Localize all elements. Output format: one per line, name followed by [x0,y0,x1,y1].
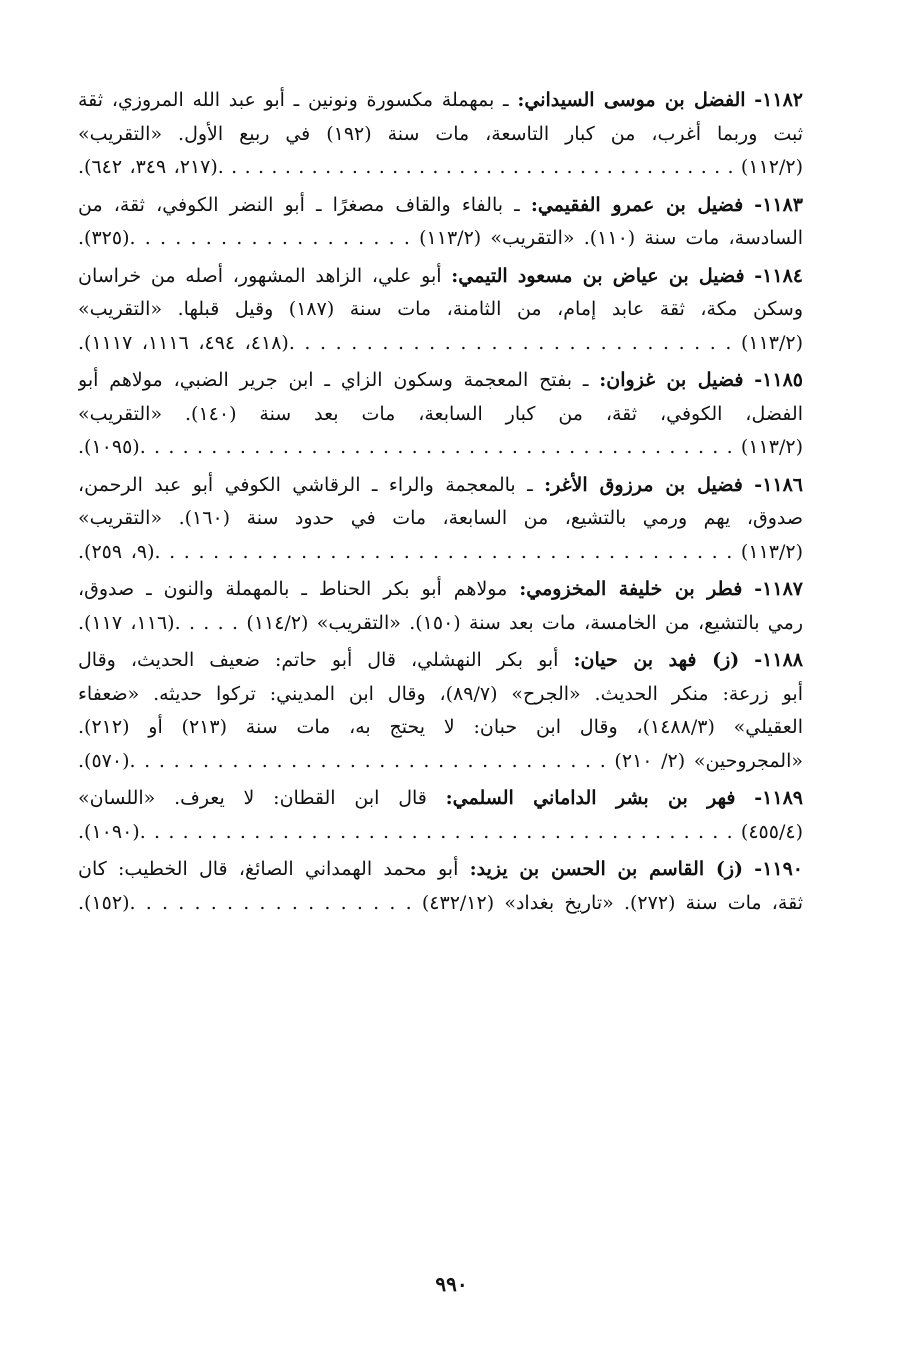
entry-text: أبو بكر النهشلي، قال أبو حاتم: ضعيف الحديث، وقال [78,649,559,671]
entry-first-line [78,573,803,607]
entry-text: قال ابن القطان: لا يعرف. «اللسان» [78,787,427,809]
entry-number: ١١٨٢- [754,89,803,111]
entry-text: ـ بالمعجمة والراء ـ الرقاشي الكوفي أبو عبد الرحمن، [78,473,533,496]
entry-line: (١١٣/٢) . . . . . . . . . . . . . . . . . . . . . . . . . . . . .(٤١٨، ٤٩٤، ١١١٦، ١١١٧). [78,331,803,354]
entry-line: «المجروحين» (٢/ ٢١٠) . . . . . . . . . . . . . . . . . . . . . . . . . . . . . . . . .(٥٧٠). [78,749,803,772]
entry-1182 [78,84,803,185]
entry-text: أبو محمد الهمداني الصائغ، قال الخطيب: كان [78,858,459,880]
entry-line: الفضل، الكوفي، ثقة، من كبار السابعة، مات بعد سنة (١٤٠). «التقريب» [78,402,803,425]
entry-name: فضيل بن غزوان: [599,369,744,391]
entry-line: (١١٢/٢) . . . . . . . . . . . . . . . . . . . . . . . . . . . . . . . . . . . . . . .(٢١٧، ٣٤٩، ٦٤٢). [78,156,803,178]
entry-number: ١١٨٦- [754,473,803,496]
entry-text: ـ بفتح المعجمة وسكون الزاي ـ ابن جرير الضبي، مولاهم أبو [78,369,589,391]
entry-first-line [78,853,803,887]
entry-line: (١١٣/٢) . . . . . . . . . . . . . . . . . . . . . . . . . . . . . . . . . . . . . . . . . .(١٠٩٥). [78,436,803,458]
entry-1187 [78,573,803,640]
entry-name: فضيل بن مرزوق الأغر: [544,473,743,496]
entry-number: ١١٨٤- [754,264,803,287]
entry-line: رمي بالتشيع، من الخامسة، مات بعد سنة (١٥٠). «التقريب» (١١٤/٢) . . . . .(١١٦، ١١٧). [78,611,803,634]
entry-text: مولاهم أبو بكر الحناط ـ بالمهملة والنون ـ صدوق، [78,578,508,600]
entry-name: فضيل بن عياض بن مسعود التيمي: [451,264,745,287]
entry-first-line [78,260,803,294]
entry-line: العقيلي» (١٤٨٨/٣)، وقال ابن حبان: لا يحتج به، مات سنة (٢١٣) أو (٢١٢). [78,716,803,738]
entry-first-line [78,84,803,118]
entry-line: ثقة، مات سنة (٢٧٢). «تاريخ بغداد» (٤٣٢/١٢) . . . . . . . . . . . . . . . . . .(١٥٢). [78,891,803,914]
entry-line: صدوق، يهم ورمي بالتشيع، من السابعة، مات في حدود سنة (١٦٠). «التقريب» [78,507,803,529]
entry-number: ١١٨٣- [754,193,803,216]
entry-number: ١١٨٨- [754,649,803,671]
entry-name: فهر بن بشر الداماني السلمي: [445,787,736,809]
entry-line: (١١٣/٢) . . . . . . . . . . . . . . . . . . . . . . . . . . . . . . . . . . . . . . . .(٩، ٢٥٩). [78,540,803,563]
entry-number: ١١٨٥- [754,369,803,391]
entry-line: أبو زرعة: منكر الحديث. «الجرح» (٨٩/٧)، وقال ابن المديني: تركوا حديثه. «ضعفاء [78,682,803,705]
entry-text: أبو علي، الزاهد المشهور، أصله من خراسان [78,264,442,287]
page-number: ٩٩٠ [435,1272,468,1296]
entry-text: ـ بمهملة مكسورة ونونين ـ أبو عبد الله المروزي، ثقة [78,89,509,111]
entry-first-line [78,364,803,398]
entry-first-line [78,469,803,503]
entry-line: (٤٥٥/٤) . . . . . . . . . . . . . . . . . . . . . . . . . . . . . . . . . . . . . . . . . .(١٠٩٠). [78,820,803,843]
entry-1190 [78,853,803,920]
entry-1186 [78,469,803,570]
entry-text: ـ بالفاء والقاف مصغرًا ـ أبو النضر الكوفي، ثقة، من [78,193,520,216]
entry-name: فطر بن خليفة المخزومي: [519,578,743,600]
entry-line: السادسة، مات سنة (١١٠). «التقريب» (١١٣/٢) . . . . . . . . . . . . . . . . . . .(٣٢٥). [78,227,803,249]
entry-1185 [78,364,803,465]
entry-number: ١١٨٧- [754,578,803,600]
entry-1184 [78,260,803,361]
entry-line: ثبت وربما أغرب، من كبار التاسعة، مات سنة (١٩٢) في ربيع الأول. «التقريب» [78,122,803,145]
entry-1188 [78,644,803,778]
entry-line: وسكن مكة، ثقة عابد إمام، من الثامنة، مات سنة (١٨٧) وقيل قبلها. «التقريب» [78,298,803,320]
entry-name: (ز) فهد بن حيان: [573,649,740,671]
entry-1183 [78,189,803,256]
entry-1189 [78,782,803,849]
entry-first-line [78,189,803,223]
entry-number: ١١٩٠- [754,858,803,880]
entry-first-line [78,782,803,816]
entry-name: الفضل بن موسى السيداني: [517,89,746,111]
entry-number: ١١٨٩- [754,787,803,809]
entry-first-line [78,644,803,678]
entry-name: (ز) القاسم بن الحسن بن يزيد: [469,858,744,880]
entry-name: فضيل بن عمرو الفقيمي: [530,193,744,216]
